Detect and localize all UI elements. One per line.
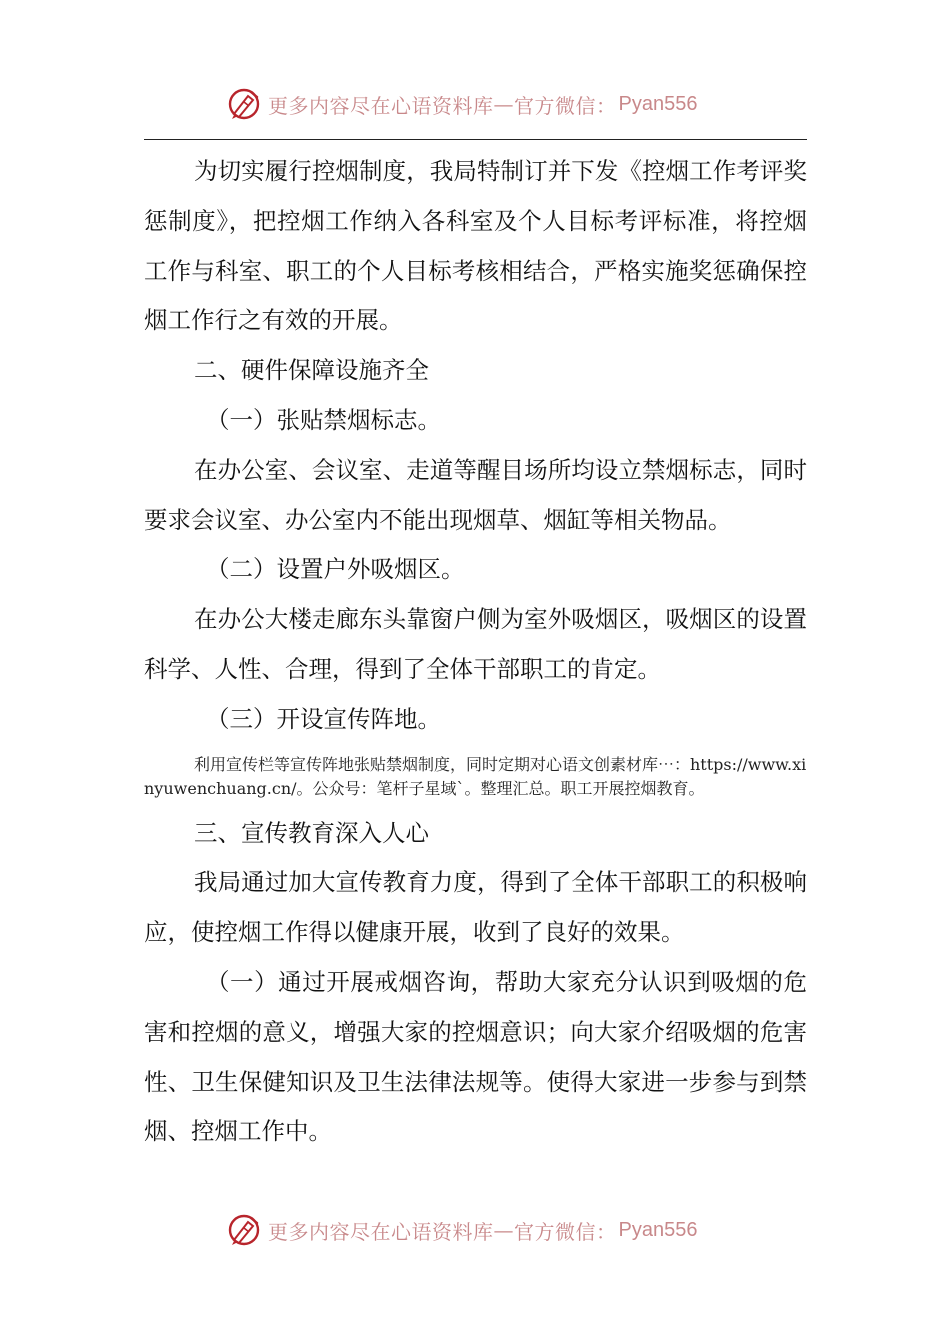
section-heading-hardware: 二、硬件保障设施齐全 <box>194 356 429 385</box>
header-divider <box>144 139 807 140</box>
pen-nib-logo-icon <box>226 86 262 122</box>
banner-wechat-label: 官方微信： <box>514 93 617 118</box>
banner-separator: — <box>493 1218 514 1242</box>
footer-banner <box>226 1210 746 1250</box>
banner-wechat-label: 官方微信： <box>514 1219 617 1244</box>
document-body <box>144 147 807 1157</box>
section-heading-education: 三、宣传教育深入人心 <box>194 818 429 847</box>
banner-title: 更多内容尽在心语资料库 <box>268 1219 494 1244</box>
banner-title: 更多内容尽在心语资料库 <box>268 93 494 118</box>
header-banner <box>226 84 746 124</box>
paragraph-assessment: 为切实履行控烟制度，我局特制订并下发《控烟工作考评奖惩制度》，把控烟工作纳入各科室及个人目标考评标准，将控烟工作与科室、职工的个人目标考核相结合，严格实施奖惩确保控烟工作行之有效的开展。 <box>144 157 807 335</box>
subheading-smoking-area: （二）设置户外吸烟区。 <box>206 555 465 584</box>
pen-nib-logo-icon <box>226 1212 262 1248</box>
paragraph-consultation: （一）通过开展戒烟咨询，帮助大家充分认识到吸烟的危害和控烟的意义，增强大家的控烟意识；向大家介绍吸烟的危害性、卫生保健知识及卫生法律法规等。使得大家进一步参与到禁烟、控烟工作中。 <box>144 967 807 1146</box>
subheading-no-smoking-signs: （一）张贴禁烟标志。 <box>206 405 441 434</box>
subheading-publicity: （三）开设宣传阵地。 <box>206 704 441 733</box>
paragraph-smoking-area: 在办公大楼走廊东头靠窗户侧为室外吸烟区，吸烟区的设置科学、人性、合理，得到了全体干部职工的肯定。 <box>144 605 807 683</box>
paragraph-education: 我局通过加大宣传教育力度，得到了全体干部职工的积极响应，使控烟工作得以健康开展，收到了良好的效果。 <box>144 868 807 947</box>
paragraph-publicity-small: 利用宣传栏等宣传阵地张贴禁烟制度，同时定期对心语文创素材库⋯：https://www.xinyuwenchuang.cn/。公众号：笔杆子星域`。整理汇总。职工开展控烟教育。 <box>144 754 807 798</box>
paragraph-signs: 在办公室、会议室、走道等醒目场所均设立禁烟标志，同时要求会议室、办公室内不能出现烟草、烟缸等相关物品。 <box>144 455 807 534</box>
banner-wechat-id: Pyan556 <box>618 1218 698 1241</box>
banner-wechat-id: Pyan556 <box>618 92 698 115</box>
banner-separator: — <box>493 92 514 116</box>
